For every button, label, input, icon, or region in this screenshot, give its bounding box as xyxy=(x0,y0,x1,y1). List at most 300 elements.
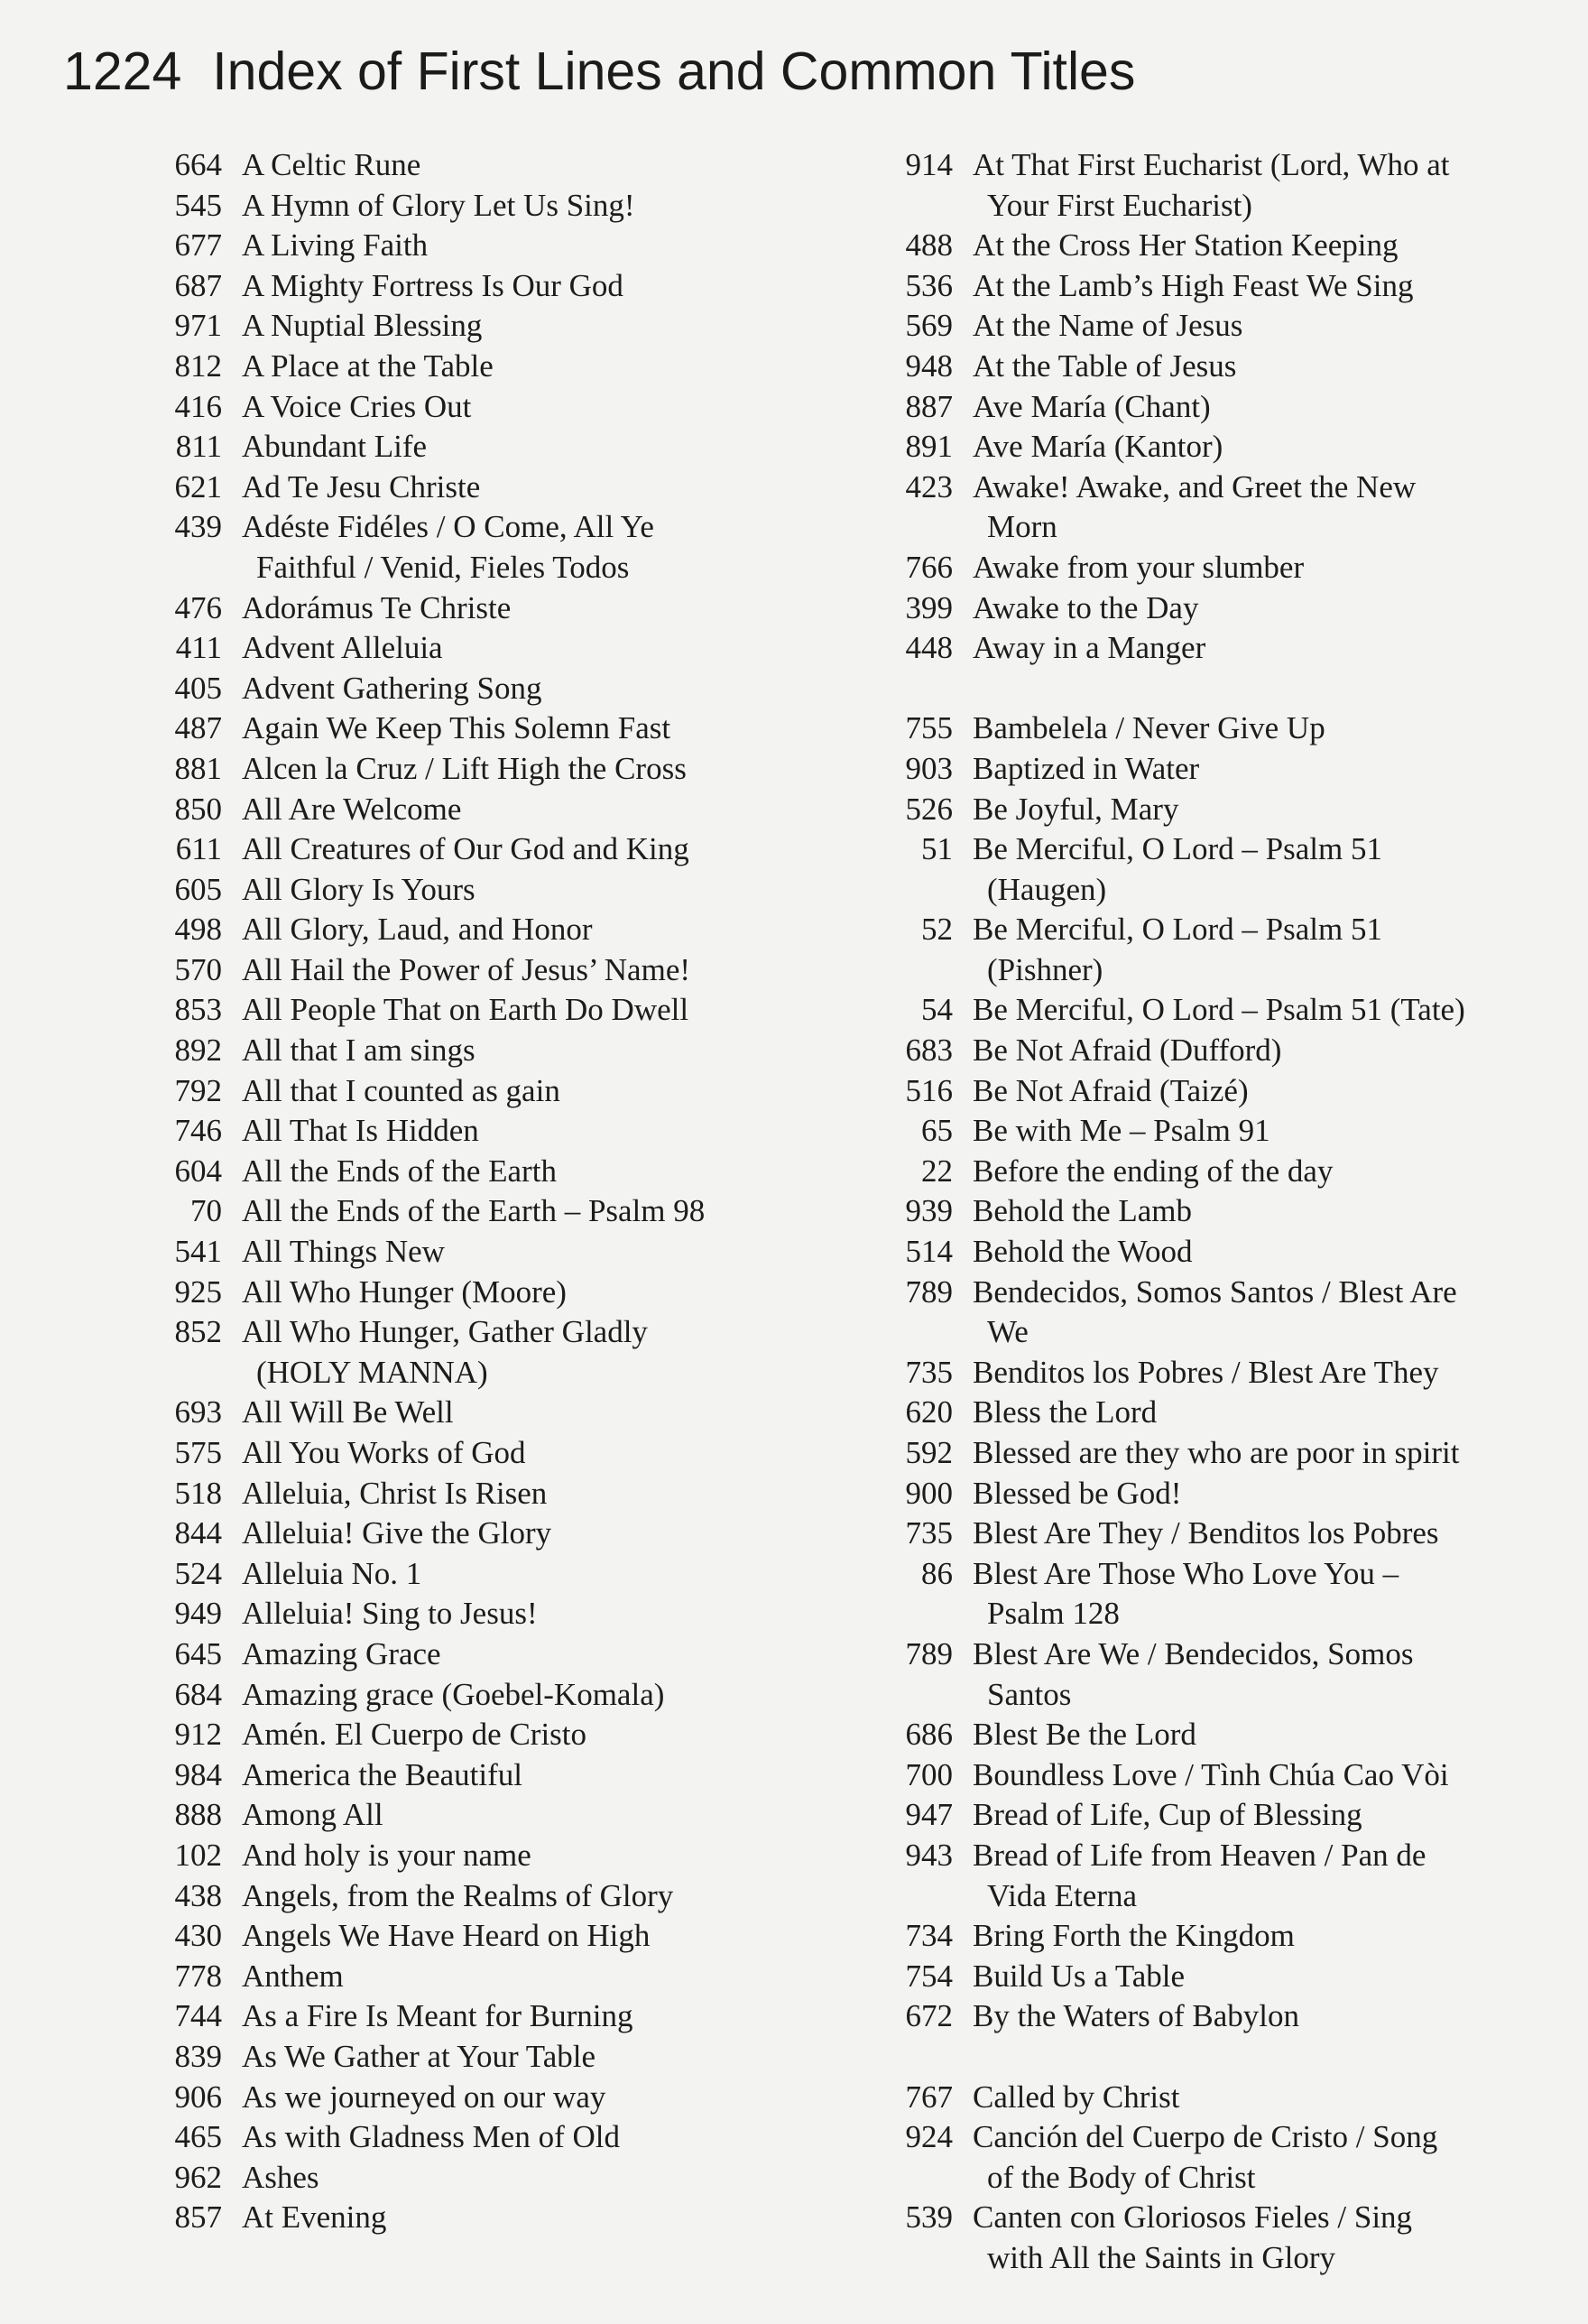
index-entry xyxy=(884,266,1534,307)
index-entry xyxy=(153,1634,875,1675)
hymn-title xyxy=(973,1353,1525,1393)
title-line: Away in a Manger xyxy=(973,630,1206,666)
hymn-number: 755 xyxy=(905,710,953,746)
hymn-title xyxy=(242,588,866,629)
hymn-title xyxy=(973,347,1525,387)
title-continuation: (Pishner) xyxy=(987,951,1103,987)
hymn-number: 735 xyxy=(905,1515,953,1551)
index-entry xyxy=(884,990,1534,1031)
index-entry xyxy=(153,1031,875,1071)
hymn-title xyxy=(242,1554,866,1595)
hymn-title xyxy=(242,427,866,468)
index-entry xyxy=(884,1071,1534,1112)
index-entry xyxy=(884,1514,1534,1554)
index-entry xyxy=(884,708,1534,749)
hymn-title xyxy=(242,628,866,669)
hymn-title xyxy=(973,226,1525,266)
title-line: At the Table of Jesus xyxy=(973,347,1237,384)
hymn-number: 767 xyxy=(905,2079,953,2115)
hymn-number: 906 xyxy=(174,2079,222,2115)
hymn-number: 476 xyxy=(174,589,222,625)
index-entry xyxy=(884,628,1534,669)
hymn-number: 686 xyxy=(905,1717,953,1753)
index-entry xyxy=(153,186,875,227)
index-entry xyxy=(884,1474,1534,1514)
hymn-title xyxy=(973,387,1525,428)
title-line: Anthem xyxy=(242,1958,344,1994)
index-entry xyxy=(884,1433,1534,1474)
title-line: At the Cross Her Station Keeping xyxy=(973,227,1399,264)
hymn-number: 850 xyxy=(174,791,222,827)
hymn-number: 914 xyxy=(905,147,953,182)
title-line: At Evening xyxy=(242,2199,387,2236)
hymn-title xyxy=(973,1031,1525,1071)
hymn-number: 888 xyxy=(174,1797,222,1833)
hymn-title xyxy=(242,306,866,347)
title-line: Abundant Life xyxy=(242,429,428,465)
index-entry xyxy=(153,2198,875,2238)
index-entry xyxy=(884,1996,1534,2037)
hymn-number: 86 xyxy=(921,1555,953,1591)
hymn-number: 54 xyxy=(921,992,953,1028)
hymn-title xyxy=(242,1152,866,1192)
index-entry xyxy=(884,1755,1534,1796)
index-entry xyxy=(153,1514,875,1554)
hymn-title xyxy=(242,1715,866,1755)
title-line: Be Merciful, O Lord – Psalm 51 xyxy=(973,831,1382,867)
hymn-number: 516 xyxy=(905,1072,953,1108)
title-continuation: with All the Saints in Glory xyxy=(987,2239,1335,2275)
index-entry xyxy=(884,910,1534,990)
hymn-number: 487 xyxy=(174,710,222,746)
section-gap xyxy=(884,669,1534,709)
index-entry xyxy=(884,749,1534,790)
title-line: Be Merciful, O Lord – Psalm 51 xyxy=(973,912,1382,948)
hymn-title xyxy=(242,790,866,830)
index-entry xyxy=(884,306,1534,347)
title-line: All that I counted as gain xyxy=(242,1072,560,1108)
hymn-title xyxy=(973,990,1525,1031)
title-line: Alleluia, Christ Is Risen xyxy=(242,1475,548,1511)
index-entry xyxy=(884,226,1534,266)
title-line: Canten con Gloriosos Fieles / Sing xyxy=(973,2199,1413,2236)
title-line: Boundless Love / Tình Chúa Cao Vòi xyxy=(973,1756,1449,1792)
hymn-number: 672 xyxy=(905,1998,953,2034)
index-entry xyxy=(884,1554,1534,1634)
title-line: Angels, from the Realms of Glory xyxy=(242,1877,674,1913)
page-title: Index of First Lines and Common Titles xyxy=(212,42,1136,101)
hymn-title xyxy=(242,1191,866,1232)
hymn-number: 734 xyxy=(905,1918,953,1954)
hymn-number: 488 xyxy=(905,227,953,264)
hymn-title xyxy=(973,1715,1525,1755)
title-line: Bendecidos, Somos Santos / Blest Are xyxy=(973,1273,1457,1310)
hymn-title xyxy=(973,468,1525,548)
page-number: 1224 xyxy=(63,42,182,101)
index-entry xyxy=(884,1957,1534,1997)
hymn-title xyxy=(242,1836,866,1876)
hymn-number: 684 xyxy=(174,1676,222,1712)
title-continuation: We xyxy=(987,1314,1029,1350)
title-line: Ad Te Jesu Christe xyxy=(242,468,481,505)
hymn-title xyxy=(973,427,1525,468)
index-entry xyxy=(153,507,875,588)
hymn-number: 52 xyxy=(921,912,953,948)
title-line: As We Gather at Your Table xyxy=(242,2038,596,2074)
title-line: Blest Are They / Benditos los Pobres xyxy=(973,1515,1439,1551)
index-entry xyxy=(153,628,875,669)
hymn-number: 887 xyxy=(905,388,953,424)
hymn-number: 939 xyxy=(905,1193,953,1229)
title-line: Angels We Have Heard on High xyxy=(242,1918,651,1954)
title-line: Bread of Life from Heaven / Pan de xyxy=(973,1837,1426,1873)
hymn-title xyxy=(973,910,1525,990)
hymn-number: 570 xyxy=(174,951,222,987)
hymn-number: 545 xyxy=(174,187,222,223)
hymn-number: 65 xyxy=(921,1113,953,1149)
title-line: Behold the Wood xyxy=(973,1234,1193,1270)
index-entry xyxy=(153,145,875,186)
index-entry xyxy=(153,1675,875,1716)
hymn-title xyxy=(242,2117,866,2158)
hymn-title xyxy=(973,1433,1525,1474)
hymn-number: 766 xyxy=(905,549,953,585)
hymn-number: 924 xyxy=(905,2119,953,2155)
hymn-number: 687 xyxy=(174,267,222,303)
hymn-number: 812 xyxy=(174,347,222,384)
title-line: All Glory Is Yours xyxy=(242,871,475,907)
hymn-title xyxy=(242,1474,866,1514)
title-line: All Will Be Well xyxy=(242,1394,454,1431)
hymn-title xyxy=(242,1916,866,1957)
index-entry xyxy=(153,427,875,468)
title-line: Awake from your slumber xyxy=(973,549,1305,585)
hymn-number: 22 xyxy=(921,1153,953,1189)
title-continuation: of the Body of Christ xyxy=(987,2159,1256,2195)
hymn-title xyxy=(973,1957,1525,1997)
index-entry xyxy=(153,1715,875,1755)
hymn-title xyxy=(242,708,866,749)
title-line: Advent Alleluia xyxy=(242,630,443,666)
hymn-number: 891 xyxy=(905,429,953,465)
index-entry xyxy=(153,990,875,1031)
hymn-title xyxy=(973,1111,1525,1152)
hymn-number: 448 xyxy=(905,630,953,666)
hymn-number: 881 xyxy=(174,750,222,786)
index-entry xyxy=(153,1111,875,1152)
hymn-number: 51 xyxy=(921,831,953,867)
hymn-title xyxy=(242,910,866,950)
index-entry xyxy=(884,1634,1534,1715)
title-line: Be Joyful, Mary xyxy=(973,791,1179,827)
title-line: Amazing Grace xyxy=(242,1635,441,1671)
index-entry xyxy=(153,829,875,870)
title-line: Be Not Afraid (Taizé) xyxy=(973,1072,1249,1108)
title-continuation: Your First Eucharist) xyxy=(987,187,1252,223)
index-entry xyxy=(153,1957,875,1997)
hymn-number: 411 xyxy=(175,630,222,666)
hymn-title xyxy=(242,950,866,991)
index-entry xyxy=(884,347,1534,387)
hymn-title xyxy=(242,1031,866,1071)
index-entry xyxy=(884,1191,1534,1232)
hymn-title xyxy=(242,1111,866,1152)
hymn-number: 744 xyxy=(174,1998,222,2034)
hymn-title xyxy=(242,1957,866,1997)
title-line: Be with Me – Psalm 91 xyxy=(973,1113,1270,1149)
index-entry xyxy=(153,1876,875,1917)
hymn-title xyxy=(973,749,1525,790)
index-entry xyxy=(153,870,875,911)
title-line: All the Ends of the Earth – Psalm 98 xyxy=(242,1193,706,1229)
index-entry xyxy=(153,347,875,387)
title-line: All Are Welcome xyxy=(242,791,462,827)
title-line: As a Fire Is Meant for Burning xyxy=(242,1998,633,2034)
hymn-number: 947 xyxy=(905,1797,953,1833)
hymn-title xyxy=(973,2198,1525,2278)
title-line: Adéste Fidéles / O Come, All Ye xyxy=(242,509,654,545)
section-gap xyxy=(884,2037,1534,2078)
index-entry xyxy=(884,1795,1534,1836)
hymn-title xyxy=(973,145,1525,226)
title-line: Bless the Lord xyxy=(973,1394,1158,1431)
hymn-number: 423 xyxy=(905,468,953,505)
hymn-number: 518 xyxy=(174,1475,222,1511)
hymn-title xyxy=(242,1393,866,1433)
index-entry xyxy=(884,548,1534,588)
hymn-number: 754 xyxy=(905,1958,953,1994)
index-entry xyxy=(884,1111,1534,1152)
index-entry xyxy=(153,1273,875,1313)
hymn-title xyxy=(973,2117,1525,2198)
hymn-title xyxy=(242,2198,866,2238)
hymn-number: 677 xyxy=(174,227,222,264)
hymn-number: 539 xyxy=(905,2199,953,2236)
title-line: Be Merciful, O Lord – Psalm 51 (Tate) xyxy=(973,992,1465,1028)
hymn-title xyxy=(242,266,866,307)
title-line: At the Lamb’s High Feast We Sing xyxy=(973,267,1414,303)
hymn-title xyxy=(242,1312,866,1393)
index-entry xyxy=(884,1353,1534,1393)
title-line: Blessed are they who are poor in spirit xyxy=(973,1435,1460,1470)
index-entry xyxy=(153,1312,875,1393)
index-entry xyxy=(884,468,1534,548)
hymn-title xyxy=(242,2078,866,2118)
index-entry xyxy=(153,1433,875,1474)
hymn-title xyxy=(973,1916,1525,1957)
hymn-number: 811 xyxy=(175,429,222,465)
hymn-number: 604 xyxy=(174,1153,222,1189)
title-line: A Place at the Table xyxy=(242,347,494,384)
hymn-number: 399 xyxy=(905,589,953,625)
hymn-title xyxy=(242,1232,866,1273)
hymn-title xyxy=(242,1675,866,1716)
hymn-title xyxy=(242,468,866,508)
index-entry xyxy=(153,306,875,347)
index-entry xyxy=(884,1916,1534,1957)
hymn-number: 789 xyxy=(905,1273,953,1310)
title-line: A Celtic Rune xyxy=(242,147,421,182)
title-line: By the Waters of Babylon xyxy=(973,1998,1300,2034)
hymn-number: 645 xyxy=(174,1635,222,1671)
title-line: Bring Forth the Kingdom xyxy=(973,1918,1295,1954)
hymn-number: 514 xyxy=(905,1234,953,1270)
hymn-title xyxy=(242,1273,866,1313)
title-line: Bambelela / Never Give Up xyxy=(973,710,1325,746)
hymn-title xyxy=(242,387,866,428)
hymn-title xyxy=(242,2037,866,2078)
index-entry xyxy=(884,1031,1534,1071)
title-line: Alleluia! Give the Glory xyxy=(242,1515,552,1551)
hymn-title xyxy=(242,870,866,911)
index-entry xyxy=(153,669,875,709)
title-continuation: Santos xyxy=(987,1676,1072,1712)
title-line: All Things New xyxy=(242,1234,445,1270)
hymn-title xyxy=(973,1152,1525,1192)
page-header xyxy=(63,41,1543,140)
title-line: Be Not Afraid (Dufford) xyxy=(973,1032,1282,1069)
hymn-title xyxy=(242,1514,866,1554)
hymn-title xyxy=(973,708,1525,749)
title-line: Called by Christ xyxy=(973,2079,1180,2115)
title-line: All Hail the Power of Jesus’ Name! xyxy=(242,951,691,987)
hymn-title xyxy=(242,669,866,709)
hymn-title xyxy=(242,347,866,387)
title-line: Behold the Lamb xyxy=(973,1193,1193,1229)
title-line: All that I am sings xyxy=(242,1032,475,1069)
title-line: All the Ends of the Earth xyxy=(242,1153,557,1189)
index-entry xyxy=(884,790,1534,830)
hymn-number: 526 xyxy=(905,791,953,827)
index-entry xyxy=(884,1273,1534,1353)
title-line: Alcen la Cruz / Lift High the Cross xyxy=(242,750,687,786)
hymn-title xyxy=(973,1071,1525,1112)
title-line: Build Us a Table xyxy=(973,1958,1186,1994)
hymn-title xyxy=(242,2158,866,2199)
hymn-number: 621 xyxy=(174,468,222,505)
title-line: And holy is your name xyxy=(242,1837,531,1873)
title-line: America the Beautiful xyxy=(242,1756,522,1792)
hymn-title xyxy=(973,1393,1525,1433)
title-line: All Glory, Laud, and Honor xyxy=(242,912,593,948)
index-entry xyxy=(884,1393,1534,1433)
title-line: All Who Hunger (Moore) xyxy=(242,1273,567,1310)
title-line: Bread of Life, Cup of Blessing xyxy=(973,1797,1362,1833)
hymn-title xyxy=(973,548,1525,588)
index-entry xyxy=(884,1715,1534,1755)
hymn-number: 948 xyxy=(905,347,953,384)
hymn-number: 683 xyxy=(905,1032,953,1069)
hymn-title xyxy=(973,829,1525,910)
hymn-title xyxy=(973,1514,1525,1554)
hymn-title xyxy=(242,1634,866,1675)
hymn-number: 949 xyxy=(174,1596,222,1632)
hymn-number: 102 xyxy=(174,1837,222,1873)
title-continuation: (HOLY MANNA) xyxy=(256,1354,488,1390)
hymn-number: 416 xyxy=(174,388,222,424)
hymn-number: 498 xyxy=(174,912,222,948)
title-line: Awake to the Day xyxy=(973,589,1199,625)
title-line: Among All xyxy=(242,1797,383,1833)
hymn-number: 541 xyxy=(174,1234,222,1270)
hymn-title xyxy=(242,507,866,588)
hymn-title xyxy=(242,749,866,790)
hymn-title xyxy=(973,1273,1525,1353)
title-line: A Mighty Fortress Is Our God xyxy=(242,267,623,303)
hymn-title xyxy=(242,1876,866,1917)
title-line: Canción del Cuerpo de Cristo / Song xyxy=(973,2119,1438,2155)
index-entry xyxy=(884,1232,1534,1273)
index-entry xyxy=(153,1071,875,1112)
hymn-number: 789 xyxy=(905,1635,953,1671)
index-entry xyxy=(153,1916,875,1957)
hymn-number: 943 xyxy=(905,1837,953,1873)
title-line: All That Is Hidden xyxy=(242,1113,479,1149)
hymn-number: 853 xyxy=(174,992,222,1028)
title-line: At That First Eucharist (Lord, Who at xyxy=(973,147,1450,182)
hymn-number: 439 xyxy=(174,509,222,545)
title-line: As we journeyed on our way xyxy=(242,2079,606,2115)
title-line: Ave María (Kantor) xyxy=(973,429,1223,465)
index-entry xyxy=(153,1554,875,1595)
hymn-number: 900 xyxy=(905,1475,953,1511)
index-entry xyxy=(153,588,875,629)
index-entry xyxy=(884,1836,1534,1916)
index-entry xyxy=(153,2037,875,2078)
hymn-number: 925 xyxy=(174,1273,222,1310)
hymn-title xyxy=(973,2078,1525,2118)
title-continuation: Psalm 128 xyxy=(987,1596,1120,1632)
index-entry xyxy=(884,145,1534,226)
hymn-title xyxy=(973,306,1525,347)
title-line: Awake! Awake, and Greet the New xyxy=(973,468,1417,505)
hymn-number: 575 xyxy=(174,1435,222,1470)
hymn-title xyxy=(973,1795,1525,1836)
index-entry xyxy=(153,910,875,950)
index-entry xyxy=(153,1232,875,1273)
title-continuation: Morn xyxy=(987,509,1057,545)
title-line: Advent Gathering Song xyxy=(242,670,542,706)
hymn-number: 430 xyxy=(174,1918,222,1954)
index-entry xyxy=(153,2158,875,2199)
hymn-title xyxy=(242,145,866,186)
hymn-number: 892 xyxy=(174,1032,222,1069)
index-entry xyxy=(153,749,875,790)
hymn-title xyxy=(973,1755,1525,1796)
hymn-number: 620 xyxy=(905,1394,953,1431)
hymn-title xyxy=(242,186,866,227)
hymn-number: 592 xyxy=(905,1435,953,1470)
hymn-title xyxy=(973,588,1525,629)
title-line: Before the ending of the day xyxy=(973,1153,1334,1189)
hymn-number: 735 xyxy=(905,1354,953,1390)
title-line: Adorámus Te Christe xyxy=(242,589,512,625)
title-line: Baptized in Water xyxy=(973,750,1200,786)
hymn-number: 839 xyxy=(174,2038,222,2074)
index-entry xyxy=(153,1836,875,1876)
title-continuation: (Haugen) xyxy=(987,871,1107,907)
hymn-title xyxy=(973,1191,1525,1232)
index-entry xyxy=(153,387,875,428)
hymn-number: 778 xyxy=(174,1958,222,1994)
hymn-number: 857 xyxy=(174,2199,222,2236)
hymn-number: 438 xyxy=(174,1877,222,1913)
hymn-number: 605 xyxy=(174,871,222,907)
index-entry xyxy=(153,266,875,307)
index-entry xyxy=(884,2198,1534,2278)
title-line: A Hymn of Glory Let Us Sing! xyxy=(242,187,635,223)
index-entry xyxy=(153,1393,875,1433)
